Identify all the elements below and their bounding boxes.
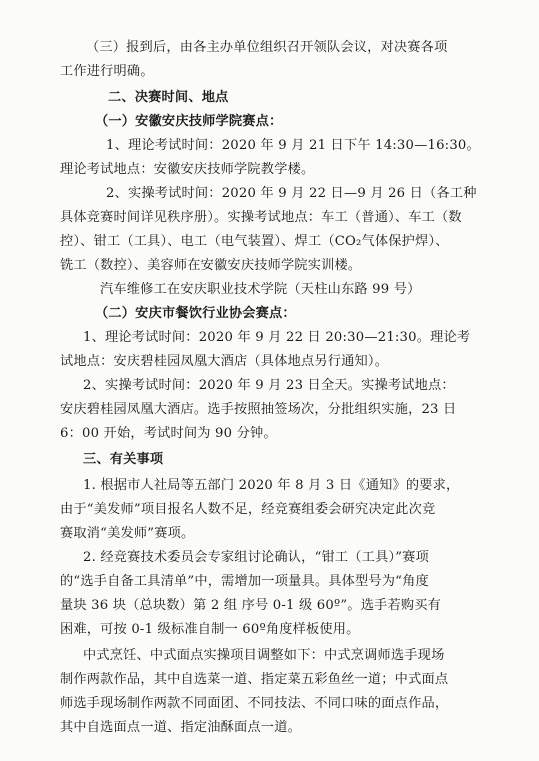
paragraph-line: 安庆碧桂园凤凰大酒店。选手按照抽签场次，分批组织实施，23 日 <box>60 402 457 417</box>
paragraph-line: 2、实操考试时间：2020 年 9 月 23 日全天。实操考试地点： <box>83 378 455 393</box>
paragraph-line: 2、实操考试时间：2020 年 9 月 22 日—9 月 26 日（各工种 <box>106 186 477 201</box>
paragraph-line: 工作进行明确。 <box>60 64 154 79</box>
section-heading-2: 二、决赛时间、地点 <box>108 90 229 105</box>
paragraph-line: 中式烹饪、中式面点实操项目调整如下：中式烹调师选手现场 <box>83 648 445 663</box>
paragraph-line: 具体竞赛时间详见秩序册）。实操考试地点：车工（普通）、车工（数 <box>60 210 462 225</box>
paragraph-line: 其中自选面点一道、指定油酥面点一道。 <box>60 720 301 735</box>
subsection-heading-1: （一）安徽安庆技师学院赛点： <box>95 114 283 129</box>
paragraph-line: 制作两款作品，其中自选菜一道、指定菜五彩鱼丝一道；中式面点 <box>60 672 449 687</box>
paragraph-line: 试地点：安庆碧桂园凤凰大酒店（具体地点另行通知）。 <box>60 354 389 369</box>
section-heading-3: 三、有关事项 <box>83 452 164 467</box>
paragraph-line: 1、理论考试时间：2020 年 9 月 22 日 20:30—21:30。理论考 <box>83 330 471 345</box>
paragraph-line: 2. 经竞赛技术委员会专家组讨论确认，“钳工（工具）”赛项 <box>83 550 429 565</box>
paragraph-line: 6：00 开始，考试时间为 90 分钟。 <box>60 426 277 441</box>
paragraph-line: 由于“美发师”项目报名人数不足，经竞赛组委会研究决定此次竞 <box>60 502 436 517</box>
paragraph-line: 师选手现场制作两款不同面团、不同技法、不同口味的面点作品， <box>60 696 449 711</box>
paragraph-line: 量块 36 块（总块数）第 2 组 序号 0-1 级 60º”。选手若购买有 <box>60 598 442 613</box>
paragraph-line: 汽车维修工在安庆职业技术学院（天柱山东路 99 号） <box>100 282 421 297</box>
paragraph-line: 铣工（数控）、美容师在安徽安庆技师学院实训楼。 <box>60 258 362 273</box>
paragraph-line: （三）报到后，由各主办单位组织召开领队会议，对决赛各项 <box>86 40 448 55</box>
paragraph-line: 1. 根据市人社局等五部门 2020 年 8 月 3 日《通知》的要求， <box>83 478 460 493</box>
paragraph-line: 的“选手自备工具清单”中，需增加一项量具。具体型号为“角度 <box>60 574 429 589</box>
paragraph-line: 理论考试地点：安徽安庆技师学院教学楼。 <box>60 162 315 177</box>
paragraph-line: 困难，可按 0-1 级标准自制一 60º角度样板使用。 <box>60 622 360 637</box>
paragraph-line: 1、理论考试时间：2020 年 9 月 21 日下午 14:30—16:30。 <box>106 138 480 153</box>
paragraph-line: 控）、钳工（工具）、电工（电气装置）、焊工（CO₂气体保护焊）、 <box>60 234 449 249</box>
subsection-heading-2: （二）安庆市餐饮行业协会赛点： <box>95 306 296 321</box>
paragraph-line: 赛取消“美发师”赛项。 <box>60 526 195 541</box>
